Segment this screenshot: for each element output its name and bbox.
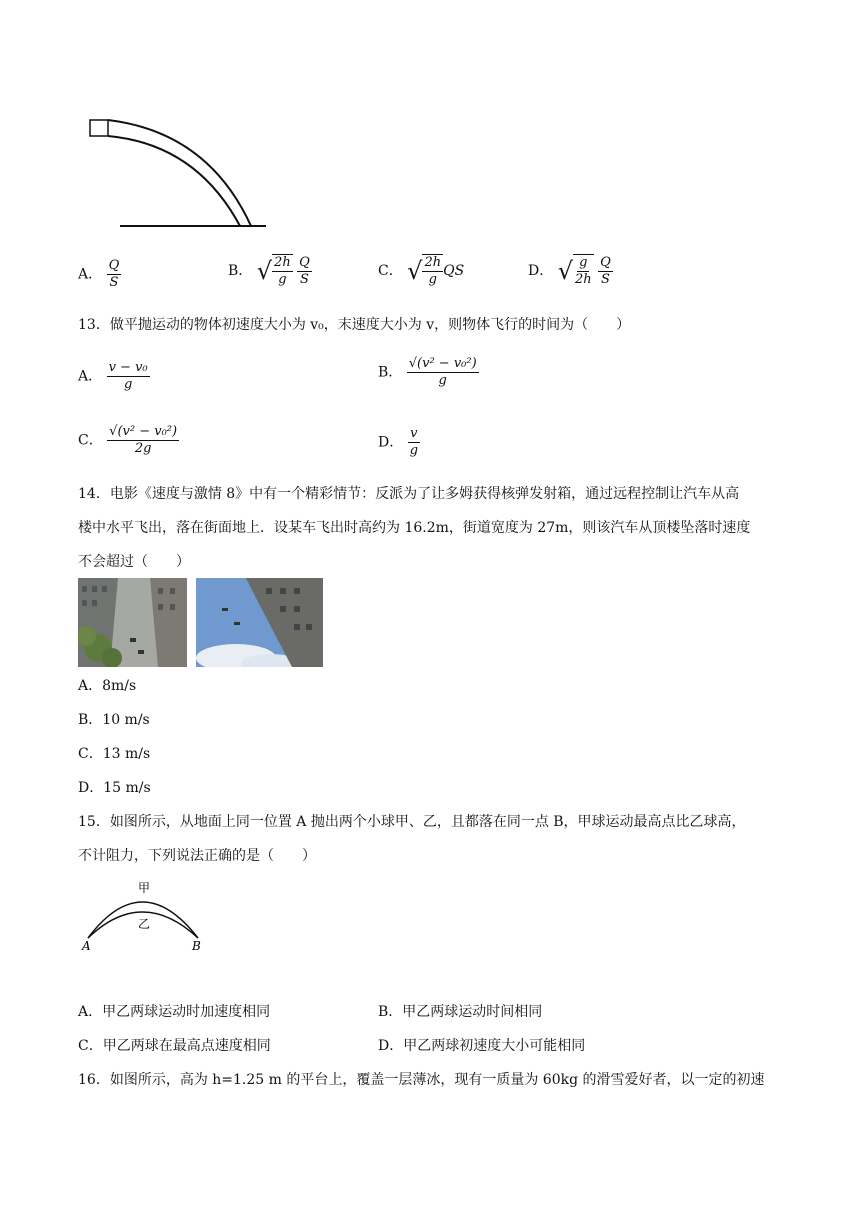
q14-option-c[interactable]: C．13 m/s: [78, 746, 151, 762]
hose-arc-figure: [88, 112, 273, 232]
q13-option-c[interactable]: C． $\frac{\text{√(v² − v₀²)}}{2g}$: [78, 424, 178, 456]
q14-option-a[interactable]: A．8m/s: [78, 678, 137, 694]
label-jia: 甲: [138, 881, 151, 895]
q14-stem-line1: 14．电影《速度与激情 8》中有一个精彩情节：反派为了让多姆获得核弹发射箱，通过远程控制让汽车从高: [78, 486, 740, 502]
q13-option-a[interactable]: A． $\frac{\text{v − v₀}}{g}$: [78, 360, 148, 392]
q15-option-c[interactable]: C．甲乙两球在最高点速度相同: [78, 1038, 271, 1054]
trajectory-figure: [80, 876, 210, 956]
q12-option-c[interactable]: C． √ $\frac{2h}{g}$ QS: [378, 255, 465, 287]
q14-stem-line2: 楼中水平飞出，落在街面地上．设某车飞出时高约为 16.2m，街道宽度为 27m，则该汽车从顶楼坠落时速度: [78, 520, 751, 536]
q15-stem-line2: 不计阻力，下列说法正确的是（ ）: [78, 848, 316, 864]
falling-car-photo: [196, 578, 323, 667]
q15-option-a[interactable]: A．甲乙两球运动时加速度相同: [78, 1004, 271, 1020]
q15-option-b[interactable]: B．甲乙两球运动时间相同: [378, 1004, 543, 1020]
label-yi: 乙: [138, 917, 151, 931]
q13-option-b[interactable]: B． $\frac{\text{√(v² − v₀²)}}{g}$: [378, 356, 477, 388]
q14-option-d[interactable]: D．15 m/s: [78, 780, 151, 796]
q15-stem-line1: 15．如图所示，从地面上同一位置 A 抛出两个小球甲、乙，且都落在同一点 B，甲球运动最高点比乙球高，: [78, 814, 746, 830]
label-a: A: [82, 939, 91, 953]
label-b: B: [192, 939, 201, 953]
q12-option-d[interactable]: D． √ $\frac{g}{2h}$ $\frac{Q}{S}$: [528, 254, 611, 287]
q14-option-b[interactable]: B．10 m/s: [78, 712, 150, 728]
nozzle: [90, 120, 108, 136]
q14-stem-line3: 不会超过（ ）: [78, 554, 190, 570]
q13-option-d[interactable]: D． $\frac{v}{g}$: [378, 426, 419, 458]
q15-option-d[interactable]: D．甲乙两球初速度大小可能相同: [378, 1038, 586, 1054]
street-photo: [78, 578, 187, 667]
q13-stem: 13．做平抛运动的物体初速度大小为 v₀，末速度大小为 v，则物体飞行的时间为（ ）: [78, 317, 631, 333]
q16-stem-line1: 16．如图所示，高为 h=1.25 m 的平台上，覆盖一层薄冰，现有一质量为 60kg 的滑雪爱好者，以一定的初速: [78, 1072, 765, 1088]
q12-option-a[interactable]: A． $\frac{Q}{S}$: [78, 258, 120, 290]
q12-option-b[interactable]: B． √ $\frac{2h}{g}$ $\frac{Q}{S}$: [228, 254, 310, 287]
